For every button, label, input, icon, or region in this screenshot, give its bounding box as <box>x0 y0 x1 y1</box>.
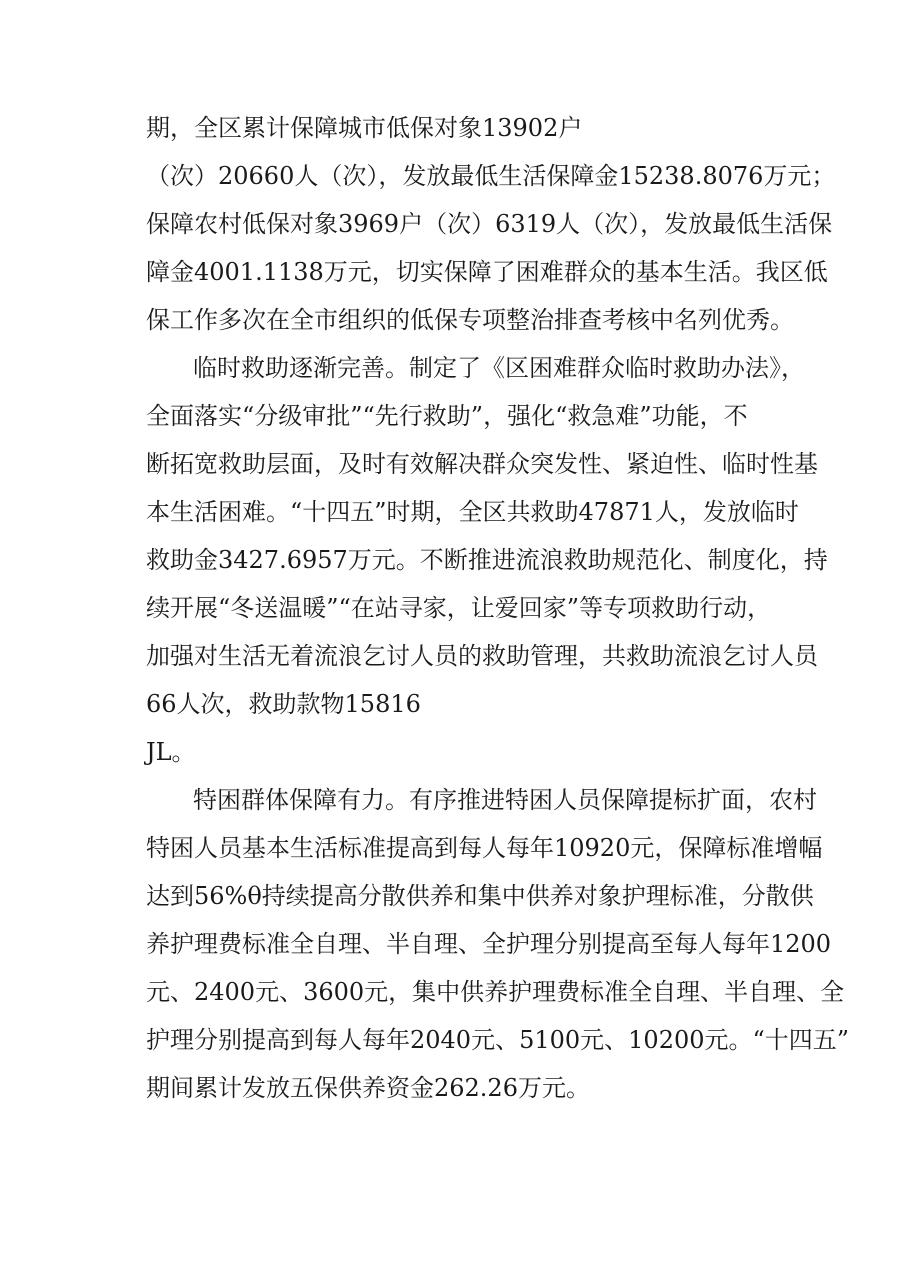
text-line: 保工作多次在全市组织的低保专项整治排查考核中名列优秀。 <box>146 306 794 334</box>
text-line: 保障农村低保对象3969户（次）6319人（次），发放最低生活保 <box>146 210 833 238</box>
text-line: 续开展“冬送温暖”“在站寻家，让爱回家”等专项救助行动， <box>146 594 772 622</box>
text-line: 达到56%θ持续提高分散供养和集中供养对象护理标准，分散供 <box>146 882 814 910</box>
text-line: 断拓宽救助层面，及时有效解决群众突发性、紧迫性、临时性基 <box>146 450 818 478</box>
text-line: 障金4001.1138万元，切实保障了困难群众的基本生活。我区低 <box>146 258 828 286</box>
text-line: 本生活困难。“十四五”时期，全区共救助47871人，发放临时 <box>146 498 799 526</box>
text-line: 特困人员基本生活标准提高到每人每年10920元，保障标准增幅 <box>146 834 823 862</box>
paragraph-start-line: 临时救助逐渐完善。制定了《区困难群众临时救助办法》， <box>193 354 805 382</box>
text-line: 加强对生活无着流浪乞讨人员的救助管理，共救助流浪乞讨人员 <box>146 642 818 670</box>
text-line: 护理分别提高到每人每年2040元、5100元、10200元。“十四五” <box>146 1026 850 1054</box>
text-line: （次）20660人（次），发放最低生活保障金15238.8076万元； <box>146 162 836 190</box>
text-line: 期间累计发放五保供养资金262.26万元。 <box>146 1074 590 1102</box>
paragraph-start-line: 特困群体保障有力。有序推进特困人员保障提标扩面，农村 <box>193 786 817 814</box>
text-line: 养护理费标准全自理、半自理、全护理分别提高至每人每年1200 <box>146 930 832 958</box>
text-line: 期，全区累计保障城市低保对象13902户 <box>146 114 583 142</box>
text-line: 全面落实“分级审批”“先行救助”，强化“救急难”功能，不 <box>146 402 748 430</box>
text-line: 救助金3427.6957万元。不断推进流浪救助规范化、制度化，持 <box>146 546 828 574</box>
text-line: JL。 <box>146 738 196 766</box>
text-line: 元、2400元、3600元，集中供养护理费标准全自理、半自理、全 <box>146 978 845 1006</box>
text-line: 66人次，救助款物15816 <box>146 690 421 718</box>
